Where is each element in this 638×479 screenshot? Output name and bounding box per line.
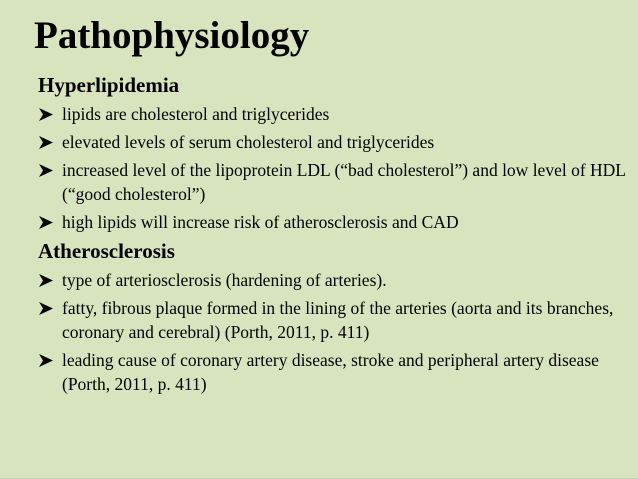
bullet-text: lipids are cholesterol and triglycerides — [62, 104, 330, 124]
list-item — [38, 210, 628, 234]
arrowhead-bullet-icon — [38, 296, 56, 320]
arrowhead-bullet-icon — [38, 158, 56, 182]
list-item — [38, 268, 628, 292]
bullet-list-hyperlipidemia — [38, 102, 628, 234]
bullet-text: leading cause of coronary artery disease, stroke and peripheral artery disease (Porth, 2011, p. 411) — [62, 350, 599, 394]
bullet-text: increased level of the lipoprotein LDL (“bad cholesterol”) and low level of HDL (“good cholesterol”) — [62, 160, 626, 204]
arrowhead-bullet-icon — [38, 268, 56, 292]
slide-title: Pathophysiology — [34, 14, 310, 57]
arrowhead-bullet-icon — [38, 210, 56, 234]
list-item — [38, 130, 628, 154]
list-item — [38, 158, 628, 206]
bullet-text: fatty, fibrous plaque formed in the lining of the arteries (aorta and its branches, coronary and cerebral) (Porth, 2011, p. 411) — [62, 298, 614, 342]
list-item — [38, 296, 628, 344]
slide-content — [38, 72, 628, 400]
section-heading-atherosclerosis: Atherosclerosis — [38, 239, 175, 263]
arrowhead-bullet-icon — [38, 102, 56, 126]
list-item — [38, 102, 628, 126]
arrowhead-bullet-icon — [38, 130, 56, 154]
arrowhead-bullet-icon — [38, 348, 56, 372]
bullet-list-atherosclerosis — [38, 268, 628, 396]
list-item — [38, 348, 628, 396]
bullet-text: type of arteriosclerosis (hardening of arteries). — [62, 270, 387, 290]
bullet-text: elevated levels of serum cholesterol and triglycerides — [62, 132, 435, 152]
section-heading-hyperlipidemia: Hyperlipidemia — [38, 73, 180, 97]
bullet-text: high lipids will increase risk of atherosclerosis and CAD — [62, 212, 459, 232]
